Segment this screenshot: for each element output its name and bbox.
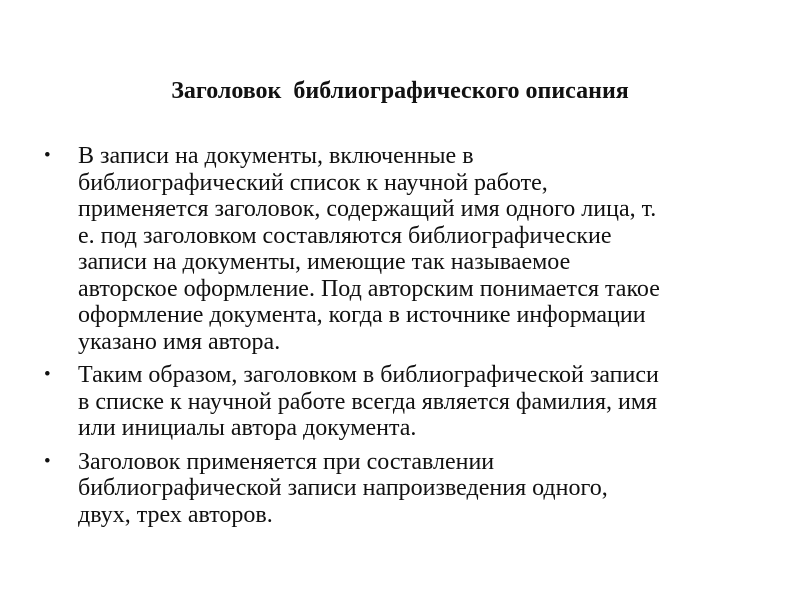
bullet-line: е. под заголовком составляются библиографические <box>78 222 612 249</box>
bullet-line: Таким образом, заголовком в библиографической записи <box>78 362 659 388</box>
bullet-line: двух, трех авторов. <box>78 501 273 528</box>
bullet-line: применяется заголовок, содержащий имя одного лица, т. <box>78 196 657 222</box>
bullet-text <box>78 449 764 529</box>
bullet-marker: • <box>44 145 51 166</box>
bullet-line: Заголовок применяется при составлении <box>78 448 495 475</box>
bullet-line: авторское оформление. Под авторским понимается такое <box>78 275 660 302</box>
bullet-line: или инициалы автора документа. <box>78 415 417 441</box>
bullet-line: указано имя автора. <box>78 328 281 355</box>
bullet-text <box>78 362 764 442</box>
bullet-item-2 <box>44 362 764 442</box>
bullet-marker: • <box>44 450 51 472</box>
bullet-line: библиографической записи напроизведения одного, <box>78 475 608 501</box>
bullet-line: записи на документы, имеющие так называемое <box>78 249 571 275</box>
bullet-line: в списке к научной работе всегда является фамилия, имя <box>78 388 658 415</box>
slide-title: Заголовок библиографического описания <box>171 78 629 105</box>
bullet-item-3 <box>44 449 764 529</box>
bullet-marker: • <box>44 364 51 385</box>
bullet-text <box>78 143 764 355</box>
bullet-list <box>44 143 764 535</box>
bullet-item-1 <box>44 143 764 355</box>
bullet-line: оформление документа, когда в источнике информации <box>78 302 646 328</box>
bullet-line: В записи на документы, включенные в <box>78 143 474 169</box>
bullet-line: библиографический список к научной работе, <box>78 169 548 196</box>
